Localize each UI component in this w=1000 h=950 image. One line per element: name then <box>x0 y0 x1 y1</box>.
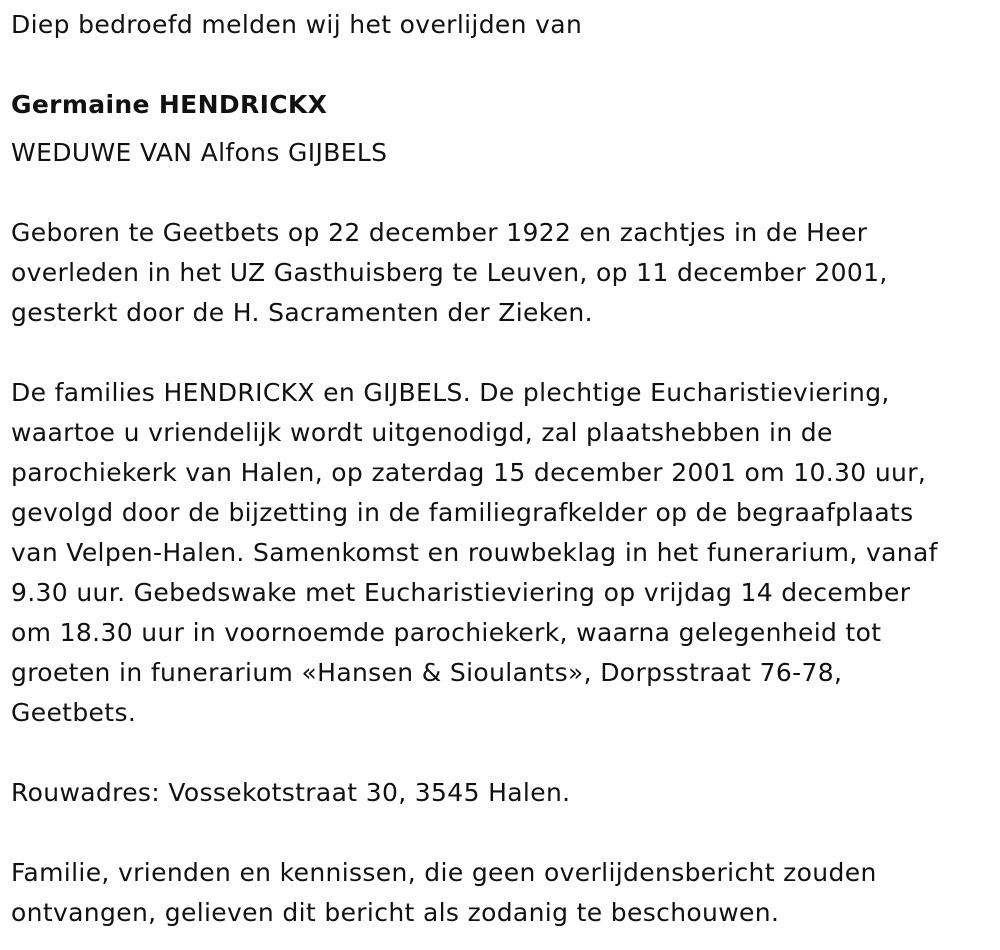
deceased-name: Germaine HENDRICKX <box>11 90 328 119</box>
ceremony-line: waartoe u vriendelijk wordt uitgenodigd, zal plaatshebben in de <box>11 418 833 447</box>
ceremony-line: parochiekerk van Halen, op zaterdag 15 december 2001 om 10.30 uur, <box>11 458 927 487</box>
ceremony-line: groeten in funerarium «Hansen & Sioulants», Dorpsstraat 76-78, <box>11 658 843 687</box>
ceremony-line: Geetbets. <box>11 698 137 727</box>
ceremony-line: om 18.30 uur in voornoemde parochiekerk, waarna gelegenheid tot <box>11 618 882 647</box>
ceremony-line: gevolgd door de bijzetting in de familiegrafkelder op de begraafplaats <box>11 498 914 527</box>
ceremony-line: 9.30 uur. Gebedswake met Eucharistieviering op vrijdag 14 december <box>11 578 911 607</box>
intro-line: Diep bedroefd melden wij het overlijden van <box>11 10 583 39</box>
ceremony-line: De families HENDRICKX en GIJBELS. De plechtige Eucharistieviering, <box>11 378 890 407</box>
birth-death-line: gesterkt door de H. Sacramenten der Zieken. <box>11 298 593 327</box>
widow-of-line: WEDUWE VAN Alfons GIJBELS <box>11 138 388 167</box>
closing-line: ontvangen, gelieven dit bericht als zodanig te beschouwen. <box>11 898 780 927</box>
birth-death-line: Geboren te Geetbets op 22 december 1922 en zachtjes in de Heer <box>11 218 868 247</box>
birth-death-line: overleden in het UZ Gasthuisberg te Leuven, op 11 december 2001, <box>11 258 888 287</box>
ceremony-line: van Velpen-Halen. Samenkomst en rouwbeklag in het funerarium, vanaf <box>11 538 938 567</box>
closing-line: Familie, vrienden en kennissen, die geen overlijdensbericht zouden <box>11 858 877 887</box>
mourning-address: Rouwadres: Vossekotstraat 30, 3545 Halen. <box>11 778 571 807</box>
